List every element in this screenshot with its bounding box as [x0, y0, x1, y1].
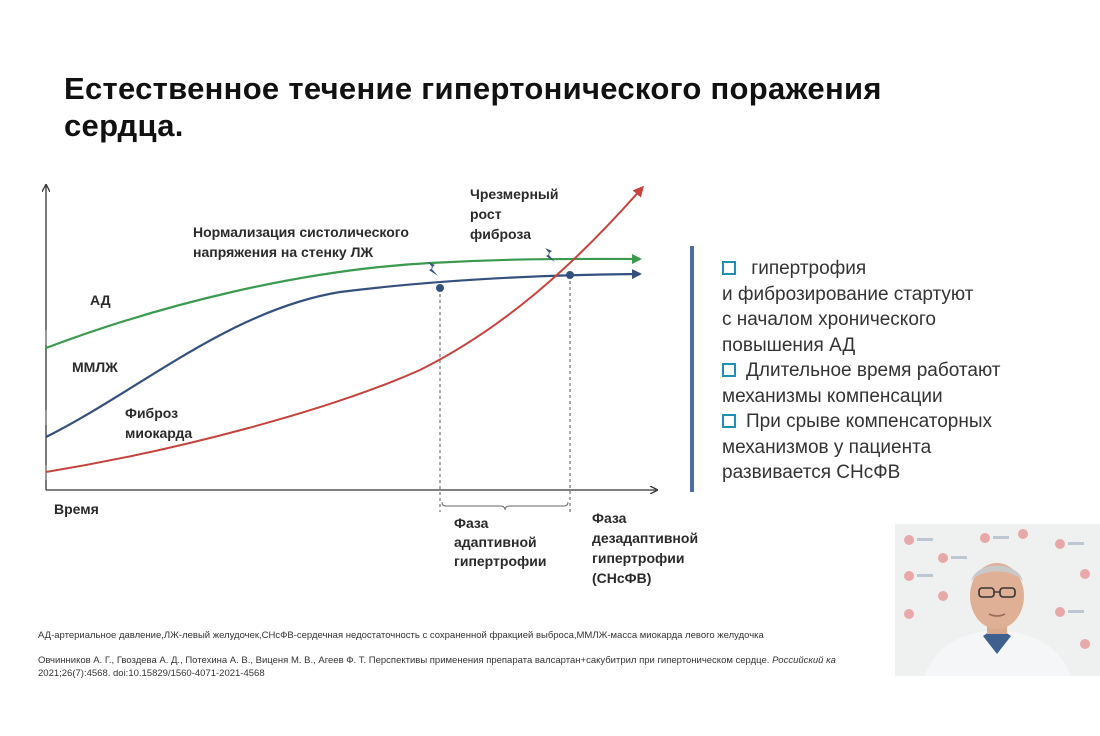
- footer-citation-line-2: 2021;26(7):4568. doi:10.15829/1560-4071-2021-4568: [38, 668, 265, 679]
- slide-title-line-2: сердца.: [64, 108, 184, 143]
- divider-bar: [690, 246, 694, 492]
- phase-bracket-adaptive: [442, 502, 568, 510]
- bullet-line: и фиброзирование стартуют: [722, 283, 974, 305]
- checkbox-icon: [722, 414, 736, 428]
- bullet-item: Длительное время работают: [722, 358, 1062, 384]
- maladaptive-point: [566, 271, 574, 279]
- bullet-line: с началом хронического: [722, 309, 936, 330]
- phase-maladaptive-line-1: Фаза: [592, 510, 627, 526]
- annotation-normalization-line-1: Нормализация систолического: [193, 224, 409, 240]
- annotation-excess-line-3: фиброза: [470, 226, 531, 242]
- label-fibrosis-line-2: миокарда: [125, 425, 193, 441]
- label-ad: АД: [90, 292, 111, 308]
- phase-maladaptive-line-4: (СНсФВ): [592, 570, 652, 586]
- label-fibrosis-line-1: Фиброз: [125, 405, 179, 421]
- adaptive-point: [436, 284, 444, 292]
- annotation-normalization-line-2: напряжения на стенку ЛЖ: [193, 244, 374, 260]
- bullet-line: механизмы компенсации: [722, 385, 943, 407]
- phase-adaptive-line-3: гипертрофии: [454, 553, 547, 569]
- bullet-line: развивается СНсФВ: [722, 462, 901, 483]
- speaker-video-feed: [895, 524, 1100, 676]
- bullet-item: При срыве компенсаторных: [722, 409, 1062, 435]
- bullet-line: механизмов у пациента: [722, 436, 932, 458]
- phase-adaptive-line-2: адаптивной: [454, 534, 537, 550]
- phase-maladaptive-line-2: дезадаптивной: [592, 530, 699, 546]
- footer-citation: Овчинников А. Г., Гвоздева А. Д., Потехина А. В., Виценя М. В., Агеев Ф. Т. Перспективы применения препарата валсартан+сакубитрил при гипертоническом сердце. Российский ка: [38, 655, 836, 666]
- slide-title-line-1: Естественное течение гипертонического поражения: [64, 71, 882, 106]
- bullet-item: гипертрофия: [722, 256, 1062, 282]
- label-mmlzh: ММЛЖ: [72, 359, 118, 375]
- footer-abbreviations: АД-артериальное давление,ЛЖ-левый желудочек,СНсФВ-сердечная недостаточность с сохраненной фракцией выброса,ММЛЖ-масса миокарда левого желудочка: [38, 630, 764, 641]
- checkbox-icon: [722, 261, 736, 275]
- annotation-excess-line-2: рост: [470, 206, 502, 222]
- speaker-avatar-icon: [895, 524, 1100, 676]
- footer-journal: Российский ка: [772, 655, 836, 666]
- phase-adaptive-line-1: Фаза: [454, 515, 489, 531]
- bullet-line: повышения АД: [722, 334, 856, 356]
- phase-maladaptive-line-3: гипертрофии: [592, 550, 685, 566]
- label-time: Время: [54, 501, 99, 517]
- checkbox-icon: [722, 363, 736, 377]
- annotation-excess-line-1: Чрезмерный: [470, 186, 559, 202]
- bullet-list: [722, 256, 1062, 486]
- ad-curve: [46, 259, 640, 348]
